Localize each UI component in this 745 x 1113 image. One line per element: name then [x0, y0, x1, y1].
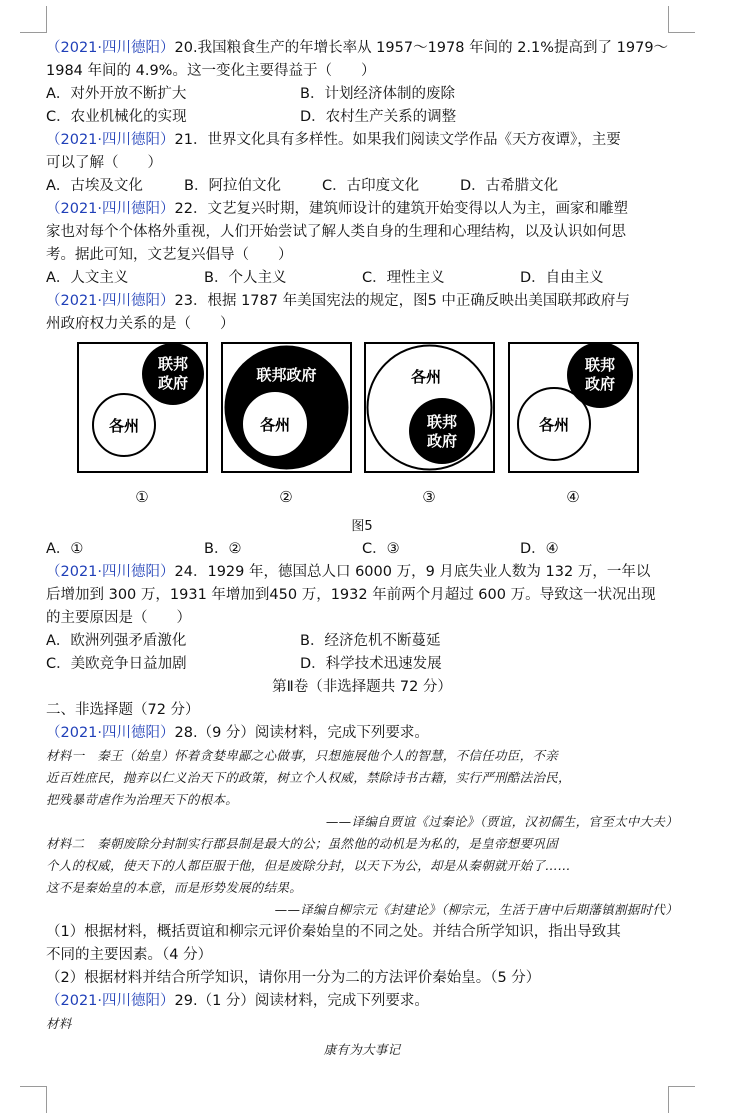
document-body: [46, 37, 678, 1061]
states-label: 各州: [108, 417, 140, 435]
question-stem: 1984 年间的 4.9%。这一变化主要得益于（ ）: [46, 63, 376, 79]
material-label: 材料: [46, 1016, 72, 1031]
states-label: 各州: [538, 416, 570, 434]
option-c: C．③: [362, 541, 400, 557]
question-stem: 23．根据 1787 年美国宪法的规定，图5 中正确反映出美国联邦政府与: [174, 293, 630, 309]
option-b: B．阿拉伯文化: [184, 178, 281, 194]
option-d: D．古希腊文化: [460, 178, 559, 194]
options-row: [46, 653, 678, 676]
question-24: [46, 561, 678, 676]
diagram-4: [508, 342, 639, 473]
option-a: A．古埃及文化: [46, 178, 143, 194]
option-b: B．经济危机不断蔓延: [300, 633, 441, 649]
diagram-number: ②: [279, 488, 293, 506]
option-d: D．自由主义: [520, 270, 604, 286]
question-stem: 20.我国粮食生产的年增长率从 1957～1978 年间的 2.1%提高到了 1979～: [174, 40, 669, 56]
question-stem: 考。据此可知，文艺复兴倡导（ ）: [46, 247, 293, 263]
states-label: 各州: [259, 416, 291, 434]
question-source: （2021·四川德阳）: [46, 132, 175, 148]
options-row: [46, 538, 678, 561]
option-a: A．①: [46, 541, 84, 557]
diagram-number: ③: [422, 488, 436, 506]
question-source: （2021·四川德阳）: [46, 201, 175, 217]
sub-question: 不同的主要因素。（4 分）: [46, 947, 213, 963]
option-b: B．②: [204, 541, 242, 557]
material-two: 这不是秦始皇的本意，而是形势发展的结果。: [46, 880, 303, 895]
question-source: （2021·四川德阳）: [46, 725, 175, 741]
federal-label: 联邦: [426, 413, 458, 431]
options-row: [46, 175, 678, 198]
question-stem: 21．世界文化具有多样性。如果我们阅读文学作品《天方夜谭》，主要: [174, 132, 621, 148]
option-b: B．计划经济体制的废除: [300, 86, 455, 102]
material-one: 把残暴苛虐作为治理天下的根本。: [46, 792, 239, 807]
material-two: 个人的权威，使天下的人都臣服于他，但是废除分封，以天下为公，却是从秦朝就开始了……: [46, 858, 571, 873]
diagram-1: [77, 342, 208, 473]
crop-mark-top-left: [20, 6, 47, 33]
question-source: （2021·四川德阳）: [46, 40, 175, 56]
part-title: 第Ⅱ卷（非选择题共 72 分）: [272, 679, 452, 695]
question-stem: 28.（9 分）阅读材料，完成下列要求。: [174, 725, 429, 741]
option-c: C．理性主义: [362, 270, 445, 286]
question-source: （2021·四川德阳）: [46, 293, 175, 309]
options-row: [46, 267, 678, 290]
material-one: 材料一 秦王（始皇）怀着贪婪卑鄙之心做事，只想施展他个人的智慧，不信任功臣，不亲: [46, 748, 559, 763]
section-heading: 二、非选择题（72 分）: [46, 702, 200, 718]
option-d: D．科学技术迅速发展: [300, 656, 442, 672]
question-23: [46, 290, 678, 561]
question-22: [46, 198, 678, 290]
question-stem: 29.（1 分）阅读材料，完成下列要求。: [174, 993, 429, 1009]
question-stem: 家也对每个个体格外重视，人们开始尝试了解人类自身的生理和心理结构，以及认识如何思: [46, 224, 626, 240]
figure-5: [46, 342, 678, 506]
question-stem: 24．1929 年，德国总人口 6000 万，9 月底失业人数为 132 万，一年以: [174, 564, 651, 580]
question-stem: 州政府权力关系的是（ ）: [46, 316, 235, 332]
option-a: A．对外开放不断扩大: [46, 86, 187, 102]
diagram-2: [221, 342, 352, 473]
question-stem: 22．文艺复兴时期，建筑师设计的建筑开始变得以人为主，画家和雕塑: [174, 201, 628, 217]
option-d: D．④: [520, 541, 559, 557]
federal-label: 联邦: [157, 355, 189, 373]
question-21: [46, 129, 678, 198]
figure-caption: 图5: [351, 519, 373, 534]
question-stem: 后增加到 300 万，1931 年增加到450 万，1932 年前两个月超过 600 万。导致这一状况出现: [46, 587, 656, 603]
crop-mark-bottom-left: [20, 1086, 47, 1113]
federal-label: 联邦: [584, 356, 616, 374]
question-source: （2021·四川德阳）: [46, 564, 175, 580]
states-label: 各州: [410, 368, 442, 386]
crop-mark-bottom-right: [668, 1086, 695, 1113]
option-a: A．欧洲列强矛盾激化: [46, 633, 187, 649]
table-title: 康有为大事记: [323, 1042, 401, 1057]
option-c: C．农业机械化的实现: [46, 109, 187, 125]
sub-question: （1）根据材料，概括贾谊和柳宗元评价秦始皇的不同之处。并结合所学知识，指出导致其: [46, 924, 621, 940]
question-stem: 可以了解（ ）: [46, 155, 162, 171]
diagram-3: [364, 342, 495, 473]
material-source: ——译编自柳宗元《封建论》（柳宗元，生活于唐中后期藩镇割据时代）: [274, 902, 678, 917]
options-row: [46, 630, 678, 653]
options-row: [46, 106, 678, 129]
question-29: [46, 990, 678, 1061]
option-a: A．人文主义: [46, 270, 129, 286]
option-b: B．个人主义: [204, 270, 287, 286]
federal-label: 联邦政府: [256, 366, 317, 384]
option-c: C．美欧竞争日益加剧: [46, 656, 187, 672]
federal-label: 政府: [426, 432, 458, 450]
option-c: C．古印度文化: [322, 178, 420, 194]
material-two: 材料二 秦朝废除分封制实行郡县制是最大的公；虽然他的动机是为私的，是皇帝想要巩固: [46, 836, 559, 851]
question-stem: 的主要原因是（ ）: [46, 610, 191, 626]
crop-mark-top-right: [668, 6, 695, 33]
diagram-number: ①: [135, 488, 149, 506]
options-row: [46, 83, 678, 106]
question-20: [46, 37, 678, 129]
material-one: 近百姓庶民，抛弃以仁义治天下的政策，树立个人权威，禁除诗书古籍，实行严刑酷法治民，: [46, 770, 571, 785]
sub-question: （2）根据材料并结合所学知识，请你用一分为二的方法评价秦始皇。（5 分）: [46, 970, 541, 986]
federal-label: 政府: [584, 375, 616, 393]
diagram-number: ④: [566, 488, 580, 506]
federal-label: 政府: [157, 374, 189, 392]
question-source: （2021·四川德阳）: [46, 993, 175, 1009]
material-source: ——译编自贾谊《过秦论》（贾谊，汉初儒生，官至太中大夫）: [325, 814, 678, 829]
option-d: D．农村生产关系的调整: [300, 109, 457, 125]
question-28: [46, 722, 678, 990]
